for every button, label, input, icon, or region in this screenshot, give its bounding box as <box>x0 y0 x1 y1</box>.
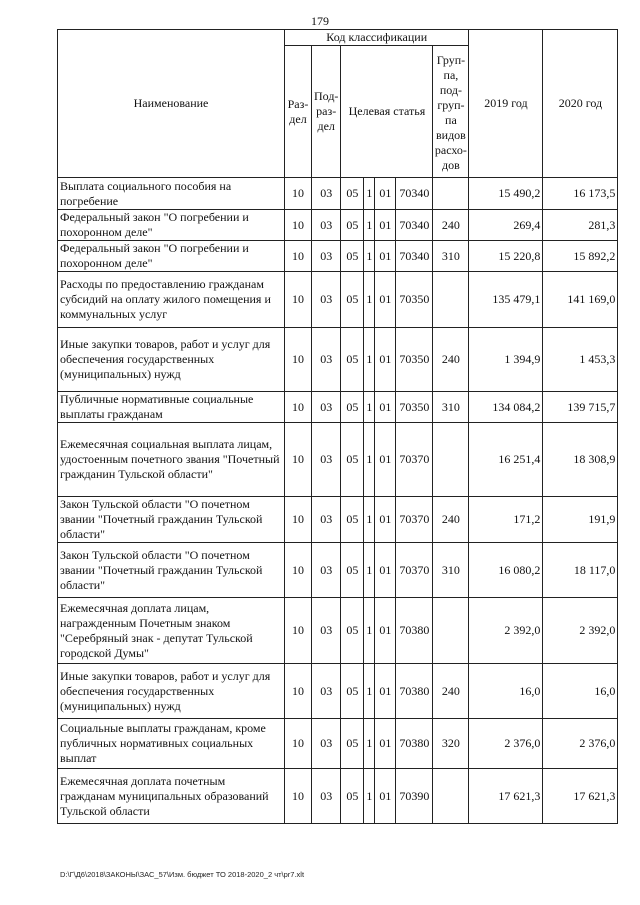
row-value-2020: 15 892,2 <box>543 241 618 272</box>
row-name: Закон Тульской области "О почетном звании "Почетный гражданин Тульской области" <box>58 497 285 543</box>
row-group: 310 <box>433 392 469 423</box>
header-2020: 2020 год <box>543 30 618 178</box>
row-target-subprogram: 01 <box>375 497 396 543</box>
row-target-code: 70380 <box>396 719 433 769</box>
row-podrazdel: 03 <box>312 598 341 664</box>
row-group: 240 <box>433 328 469 392</box>
row-group: 310 <box>433 543 469 598</box>
row-target-subprogram: 01 <box>375 241 396 272</box>
row-target-type: 1 <box>364 543 375 598</box>
row-razdel: 10 <box>285 241 312 272</box>
row-name: Закон Тульской области "О почетном звании "Почетный гражданин Тульской области" <box>58 543 285 598</box>
row-target-subprogram: 01 <box>375 272 396 328</box>
row-target-subprogram: 01 <box>375 178 396 210</box>
row-name: Иные закупки товаров, работ и услуг для обеспечения государственных (муниципальных) нужд <box>58 328 285 392</box>
row-name: Федеральный закон "О погребении и похоронном деле" <box>58 241 285 272</box>
row-target-subprogram: 01 <box>375 210 396 241</box>
row-target-code: 70380 <box>396 598 433 664</box>
row-target-code: 70380 <box>396 664 433 719</box>
row-podrazdel: 03 <box>312 664 341 719</box>
row-target-program: 05 <box>341 328 364 392</box>
row-name: Иные закупки товаров, работ и услуг для обеспечения государственных (муниципальных) нужд <box>58 664 285 719</box>
row-razdel: 10 <box>285 210 312 241</box>
row-target-code: 70370 <box>396 497 433 543</box>
header-podrazdel: Под-раз-дел <box>312 46 341 178</box>
row-group <box>433 769 469 824</box>
row-razdel: 10 <box>285 719 312 769</box>
row-target-type: 1 <box>364 719 375 769</box>
row-target-subprogram: 01 <box>375 392 396 423</box>
row-podrazdel: 03 <box>312 178 341 210</box>
table-row <box>58 178 618 210</box>
header-target: Целевая статья <box>341 46 433 178</box>
row-target-program: 05 <box>341 598 364 664</box>
row-target-program: 05 <box>341 769 364 824</box>
row-value-2020: 16 173,5 <box>543 178 618 210</box>
row-value-2020: 18 117,0 <box>543 543 618 598</box>
row-value-2019: 2 376,0 <box>469 719 543 769</box>
row-podrazdel: 03 <box>312 241 341 272</box>
row-target-type: 1 <box>364 598 375 664</box>
row-target-type: 1 <box>364 241 375 272</box>
row-value-2019: 15 220,8 <box>469 241 543 272</box>
row-target-code: 70350 <box>396 272 433 328</box>
row-name: Публичные нормативные социальные выплаты гражданам <box>58 392 285 423</box>
row-razdel: 10 <box>285 392 312 423</box>
row-target-subprogram: 01 <box>375 719 396 769</box>
row-target-subprogram: 01 <box>375 543 396 598</box>
row-target-type: 1 <box>364 497 375 543</box>
table-row <box>58 392 618 423</box>
row-razdel: 10 <box>285 769 312 824</box>
row-podrazdel: 03 <box>312 497 341 543</box>
row-razdel: 10 <box>285 598 312 664</box>
file-path-footer: D:\Г\Д6\2018\ЗАКОНЫ\ЗАС_57\Изм. бюджет ТО 2018-2020_2 чт\pr7.xlt <box>60 870 305 879</box>
page-number: 179 <box>311 14 329 28</box>
row-target-program: 05 <box>341 392 364 423</box>
row-podrazdel: 03 <box>312 769 341 824</box>
row-target-program: 05 <box>341 241 364 272</box>
row-podrazdel: 03 <box>312 210 341 241</box>
row-value-2020: 16,0 <box>543 664 618 719</box>
row-group: 240 <box>433 664 469 719</box>
table-row <box>58 210 618 241</box>
row-name: Ежемесячная доплата лицам, награжденным Почетным знаком "Серебряный знак - депутат Тульской городской Думы" <box>58 598 285 664</box>
row-group: 240 <box>433 210 469 241</box>
row-value-2020: 191,9 <box>543 497 618 543</box>
row-value-2020: 281,3 <box>543 210 618 241</box>
row-value-2020: 1 453,3 <box>543 328 618 392</box>
row-target-program: 05 <box>341 178 364 210</box>
row-value-2019: 171,2 <box>469 497 543 543</box>
row-target-subprogram: 01 <box>375 598 396 664</box>
row-value-2019: 269,4 <box>469 210 543 241</box>
row-target-code: 70340 <box>396 241 433 272</box>
row-target-program: 05 <box>341 272 364 328</box>
row-target-type: 1 <box>364 769 375 824</box>
header-2019: 2019 год <box>469 30 543 178</box>
row-target-program: 05 <box>341 423 364 497</box>
row-target-type: 1 <box>364 328 375 392</box>
table-row <box>58 497 618 543</box>
row-target-type: 1 <box>364 210 375 241</box>
row-podrazdel: 03 <box>312 328 341 392</box>
table-body <box>58 178 618 824</box>
row-name: Ежемесячная доплата почетным гражданам муниципальных образований Тульской области <box>58 769 285 824</box>
row-target-program: 05 <box>341 497 364 543</box>
row-group <box>433 178 469 210</box>
row-value-2019: 16 080,2 <box>469 543 543 598</box>
row-value-2019: 17 621,3 <box>469 769 543 824</box>
budget-table <box>57 29 618 824</box>
header-name: Наименование <box>58 30 285 178</box>
row-target-type: 1 <box>364 272 375 328</box>
row-group: 310 <box>433 241 469 272</box>
row-name: Расходы по предоставлению гражданам субсидий на оплату жилого помещения и коммунальных услуг <box>58 272 285 328</box>
row-podrazdel: 03 <box>312 392 341 423</box>
row-target-type: 1 <box>364 423 375 497</box>
row-target-subprogram: 01 <box>375 664 396 719</box>
row-target-program: 05 <box>341 719 364 769</box>
row-value-2020: 2 376,0 <box>543 719 618 769</box>
table-row <box>58 719 618 769</box>
row-target-subprogram: 01 <box>375 769 396 824</box>
row-target-program: 05 <box>341 664 364 719</box>
row-podrazdel: 03 <box>312 719 341 769</box>
row-name: Социальные выплаты гражданам, кроме публичных нормативных социальных выплат <box>58 719 285 769</box>
table-row <box>58 328 618 392</box>
header-group: Груп-па, под-груп-па видов расхо-дов <box>433 46 469 178</box>
row-value-2019: 16 251,4 <box>469 423 543 497</box>
row-value-2020: 2 392,0 <box>543 598 618 664</box>
header-classification: Код классификации <box>285 30 469 46</box>
row-razdel: 10 <box>285 543 312 598</box>
row-razdel: 10 <box>285 497 312 543</box>
row-name: Федеральный закон "О погребении и похоронном деле" <box>58 210 285 241</box>
row-value-2020: 17 621,3 <box>543 769 618 824</box>
row-value-2020: 141 169,0 <box>543 272 618 328</box>
row-target-code: 70350 <box>396 392 433 423</box>
row-target-type: 1 <box>364 178 375 210</box>
table-row <box>58 543 618 598</box>
row-target-code: 70370 <box>396 543 433 598</box>
row-name: Выплата социального пособия на погребение <box>58 178 285 210</box>
table-row <box>58 769 618 824</box>
row-target-type: 1 <box>364 664 375 719</box>
table-row <box>58 272 618 328</box>
row-group: 320 <box>433 719 469 769</box>
table-row <box>58 241 618 272</box>
row-podrazdel: 03 <box>312 423 341 497</box>
row-value-2019: 2 392,0 <box>469 598 543 664</box>
row-razdel: 10 <box>285 423 312 497</box>
row-group <box>433 272 469 328</box>
row-target-program: 05 <box>341 210 364 241</box>
row-value-2019: 134 084,2 <box>469 392 543 423</box>
row-target-code: 70340 <box>396 178 433 210</box>
row-razdel: 10 <box>285 328 312 392</box>
row-target-subprogram: 01 <box>375 423 396 497</box>
row-target-program: 05 <box>341 543 364 598</box>
row-razdel: 10 <box>285 178 312 210</box>
row-name: Ежемесячная социальная выплата лицам, удостоенным почетного звания "Почетный гражданин Тульской области" <box>58 423 285 497</box>
row-target-subprogram: 01 <box>375 328 396 392</box>
row-value-2020: 139 715,7 <box>543 392 618 423</box>
row-podrazdel: 03 <box>312 272 341 328</box>
row-razdel: 10 <box>285 664 312 719</box>
row-group <box>433 598 469 664</box>
row-group <box>433 423 469 497</box>
row-value-2019: 1 394,9 <box>469 328 543 392</box>
header-razdel: Раз-дел <box>285 46 312 178</box>
row-value-2019: 135 479,1 <box>469 272 543 328</box>
row-target-code: 70370 <box>396 423 433 497</box>
row-target-type: 1 <box>364 392 375 423</box>
table-row <box>58 664 618 719</box>
row-podrazdel: 03 <box>312 543 341 598</box>
row-razdel: 10 <box>285 272 312 328</box>
row-value-2019: 15 490,2 <box>469 178 543 210</box>
row-target-code: 70350 <box>396 328 433 392</box>
row-target-code: 70390 <box>396 769 433 824</box>
table-row <box>58 423 618 497</box>
row-value-2019: 16,0 <box>469 664 543 719</box>
table-row <box>58 598 618 664</box>
row-group: 240 <box>433 497 469 543</box>
row-target-code: 70340 <box>396 210 433 241</box>
row-value-2020: 18 308,9 <box>543 423 618 497</box>
